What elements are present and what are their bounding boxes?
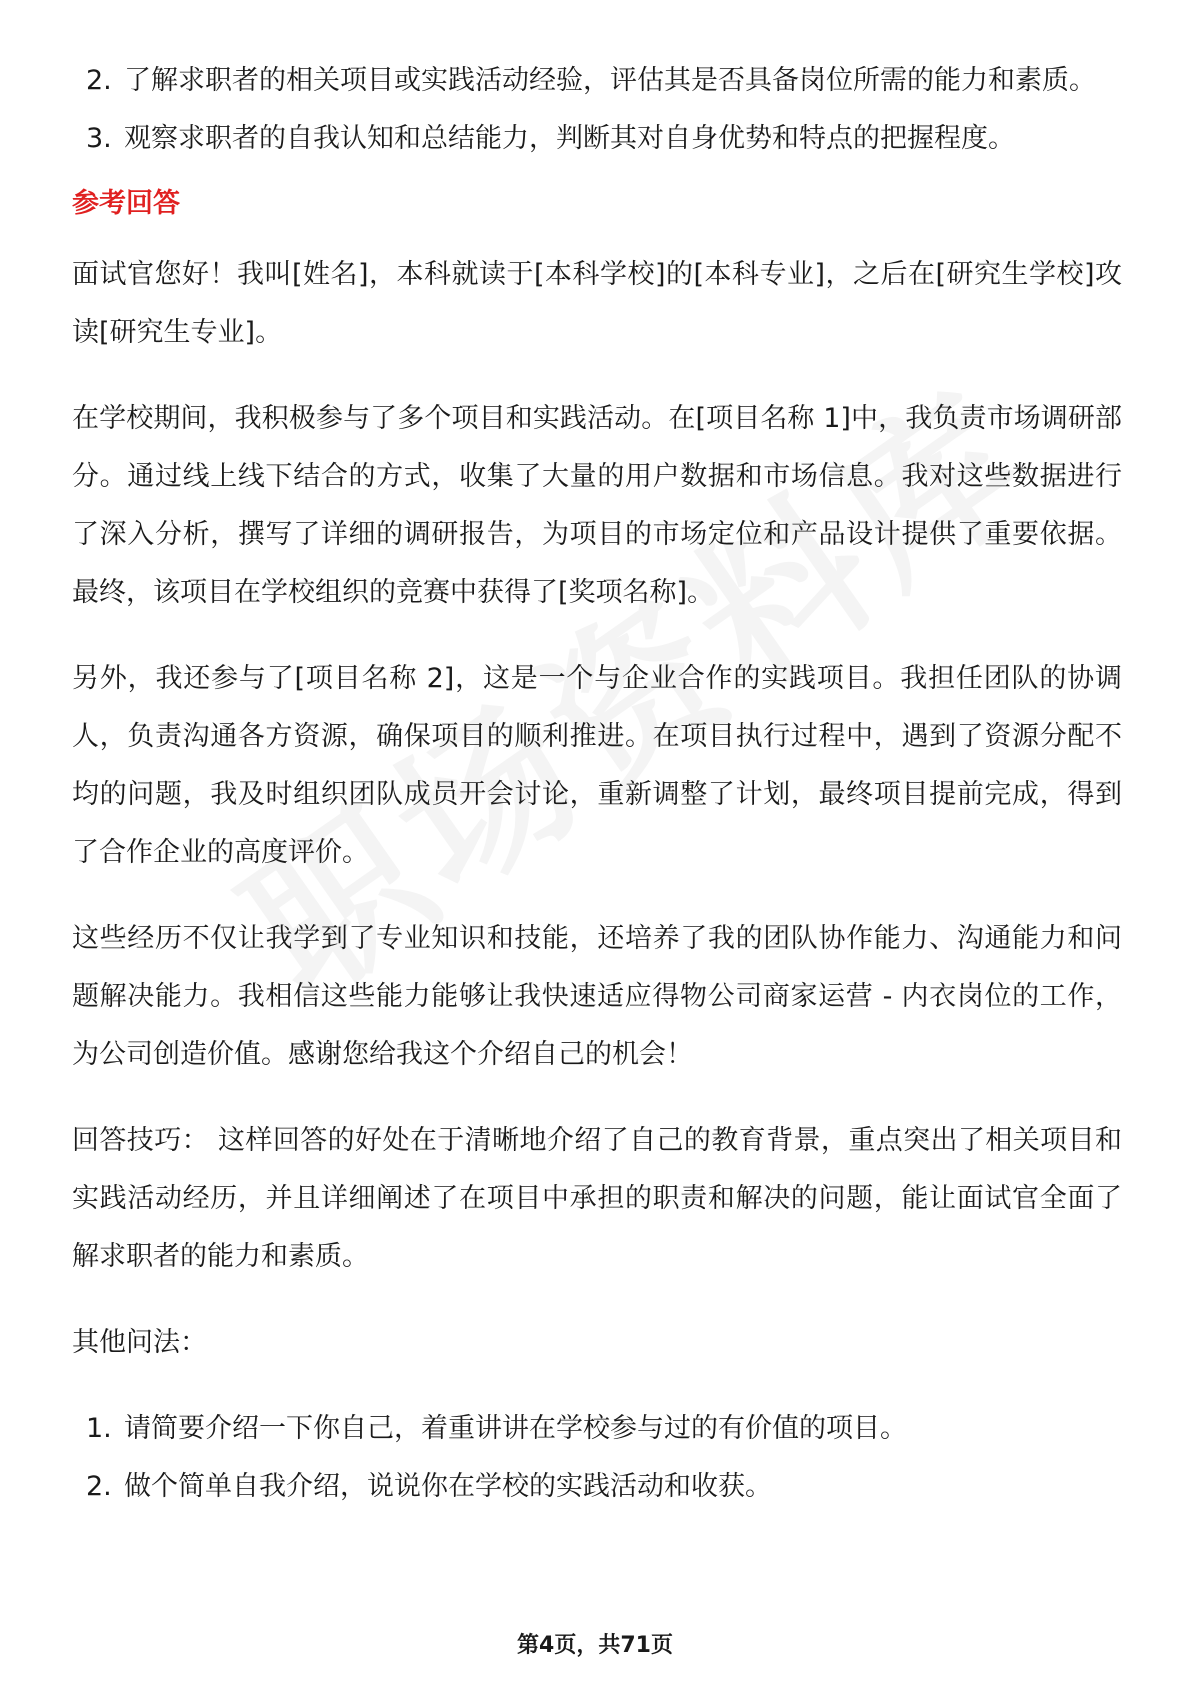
top-numbered-list xyxy=(72,52,1122,168)
list-text: 观察求职者的自我认知和总结能力，判断其对自身优势和特点的把握程度。 xyxy=(124,123,1015,154)
paragraph-project-2: 另外，我还参与了[项目名称 2]，这是一个与企业合作的实践项目。我担任团队的协调人，负责沟通各方资源，确保项目的顺利推进。在项目执行过程中，遇到了资源分配不均的问题，我及时组织团队成员开会讨论，重新调整了计划，最终项目提前完成，得到了合作企业的高度评价。 xyxy=(72,663,1122,868)
list-item xyxy=(72,1458,1122,1516)
list-number: 3. xyxy=(86,123,112,154)
content xyxy=(72,52,1122,1516)
list-text: 做个简单自我介绍，说说你在学校的实践活动和收获。 xyxy=(124,1471,772,1502)
list-text: 请简要介绍一下你自己，着重讲讲在学校参与过的有价值的项目。 xyxy=(124,1413,907,1444)
paragraph-intro: 面试官您好！我叫[姓名]，本科就读于[本科学校]的[本科专业]，之后在[研究生学校]攻读[研究生专业]。 xyxy=(72,259,1122,348)
paragraph-project-1: 在学校期间，我积极参与了多个项目和实践活动。在[项目名称 1]中，我负责市场调研部分。通过线上线下结合的方式，收集了大量的用户数据和市场信息。我对这些数据进行了深入分析，撰写了详细的调研报告，为项目的市场定位和产品设计提供了重要依据。最终，该项目在学校组织的竞赛中获得了[奖项名称]。 xyxy=(72,403,1122,608)
list-item xyxy=(72,1400,1122,1458)
list-number: 2. xyxy=(86,65,112,96)
list-item xyxy=(72,110,1122,168)
paragraph-other-questions: 其他问法： xyxy=(72,1327,207,1358)
bottom-numbered-list xyxy=(72,1400,1122,1516)
paragraph-tips: 回答技巧： 这样回答的好处在于清晰地介绍了自己的教育背景，重点突出了相关项目和实践活动经历，并且详细阐述了在项目中承担的职责和解决的问题，能让面试官全面了解求职者的能力和素质。 xyxy=(72,1125,1122,1272)
list-number: 1. xyxy=(86,1413,112,1444)
list-item xyxy=(72,52,1122,110)
page-footer: 第4页，共71页 xyxy=(517,1633,673,1658)
section-heading: 参考回答 xyxy=(72,188,180,219)
paragraph-conclusion: 这些经历不仅让我学到了专业知识和技能，还培养了我的团队协作能力、沟通能力和问题解决能力。我相信这些能力能够让我快速适应得物公司商家运营 - 内衣岗位的工作，为公司创造价值。感谢您给我这个介绍自己的机会！ xyxy=(72,923,1122,1070)
list-text: 了解求职者的相关项目或实践活动经验，评估其是否具备岗位所需的能力和素质。 xyxy=(124,65,1096,96)
list-number: 2. xyxy=(86,1471,112,1502)
